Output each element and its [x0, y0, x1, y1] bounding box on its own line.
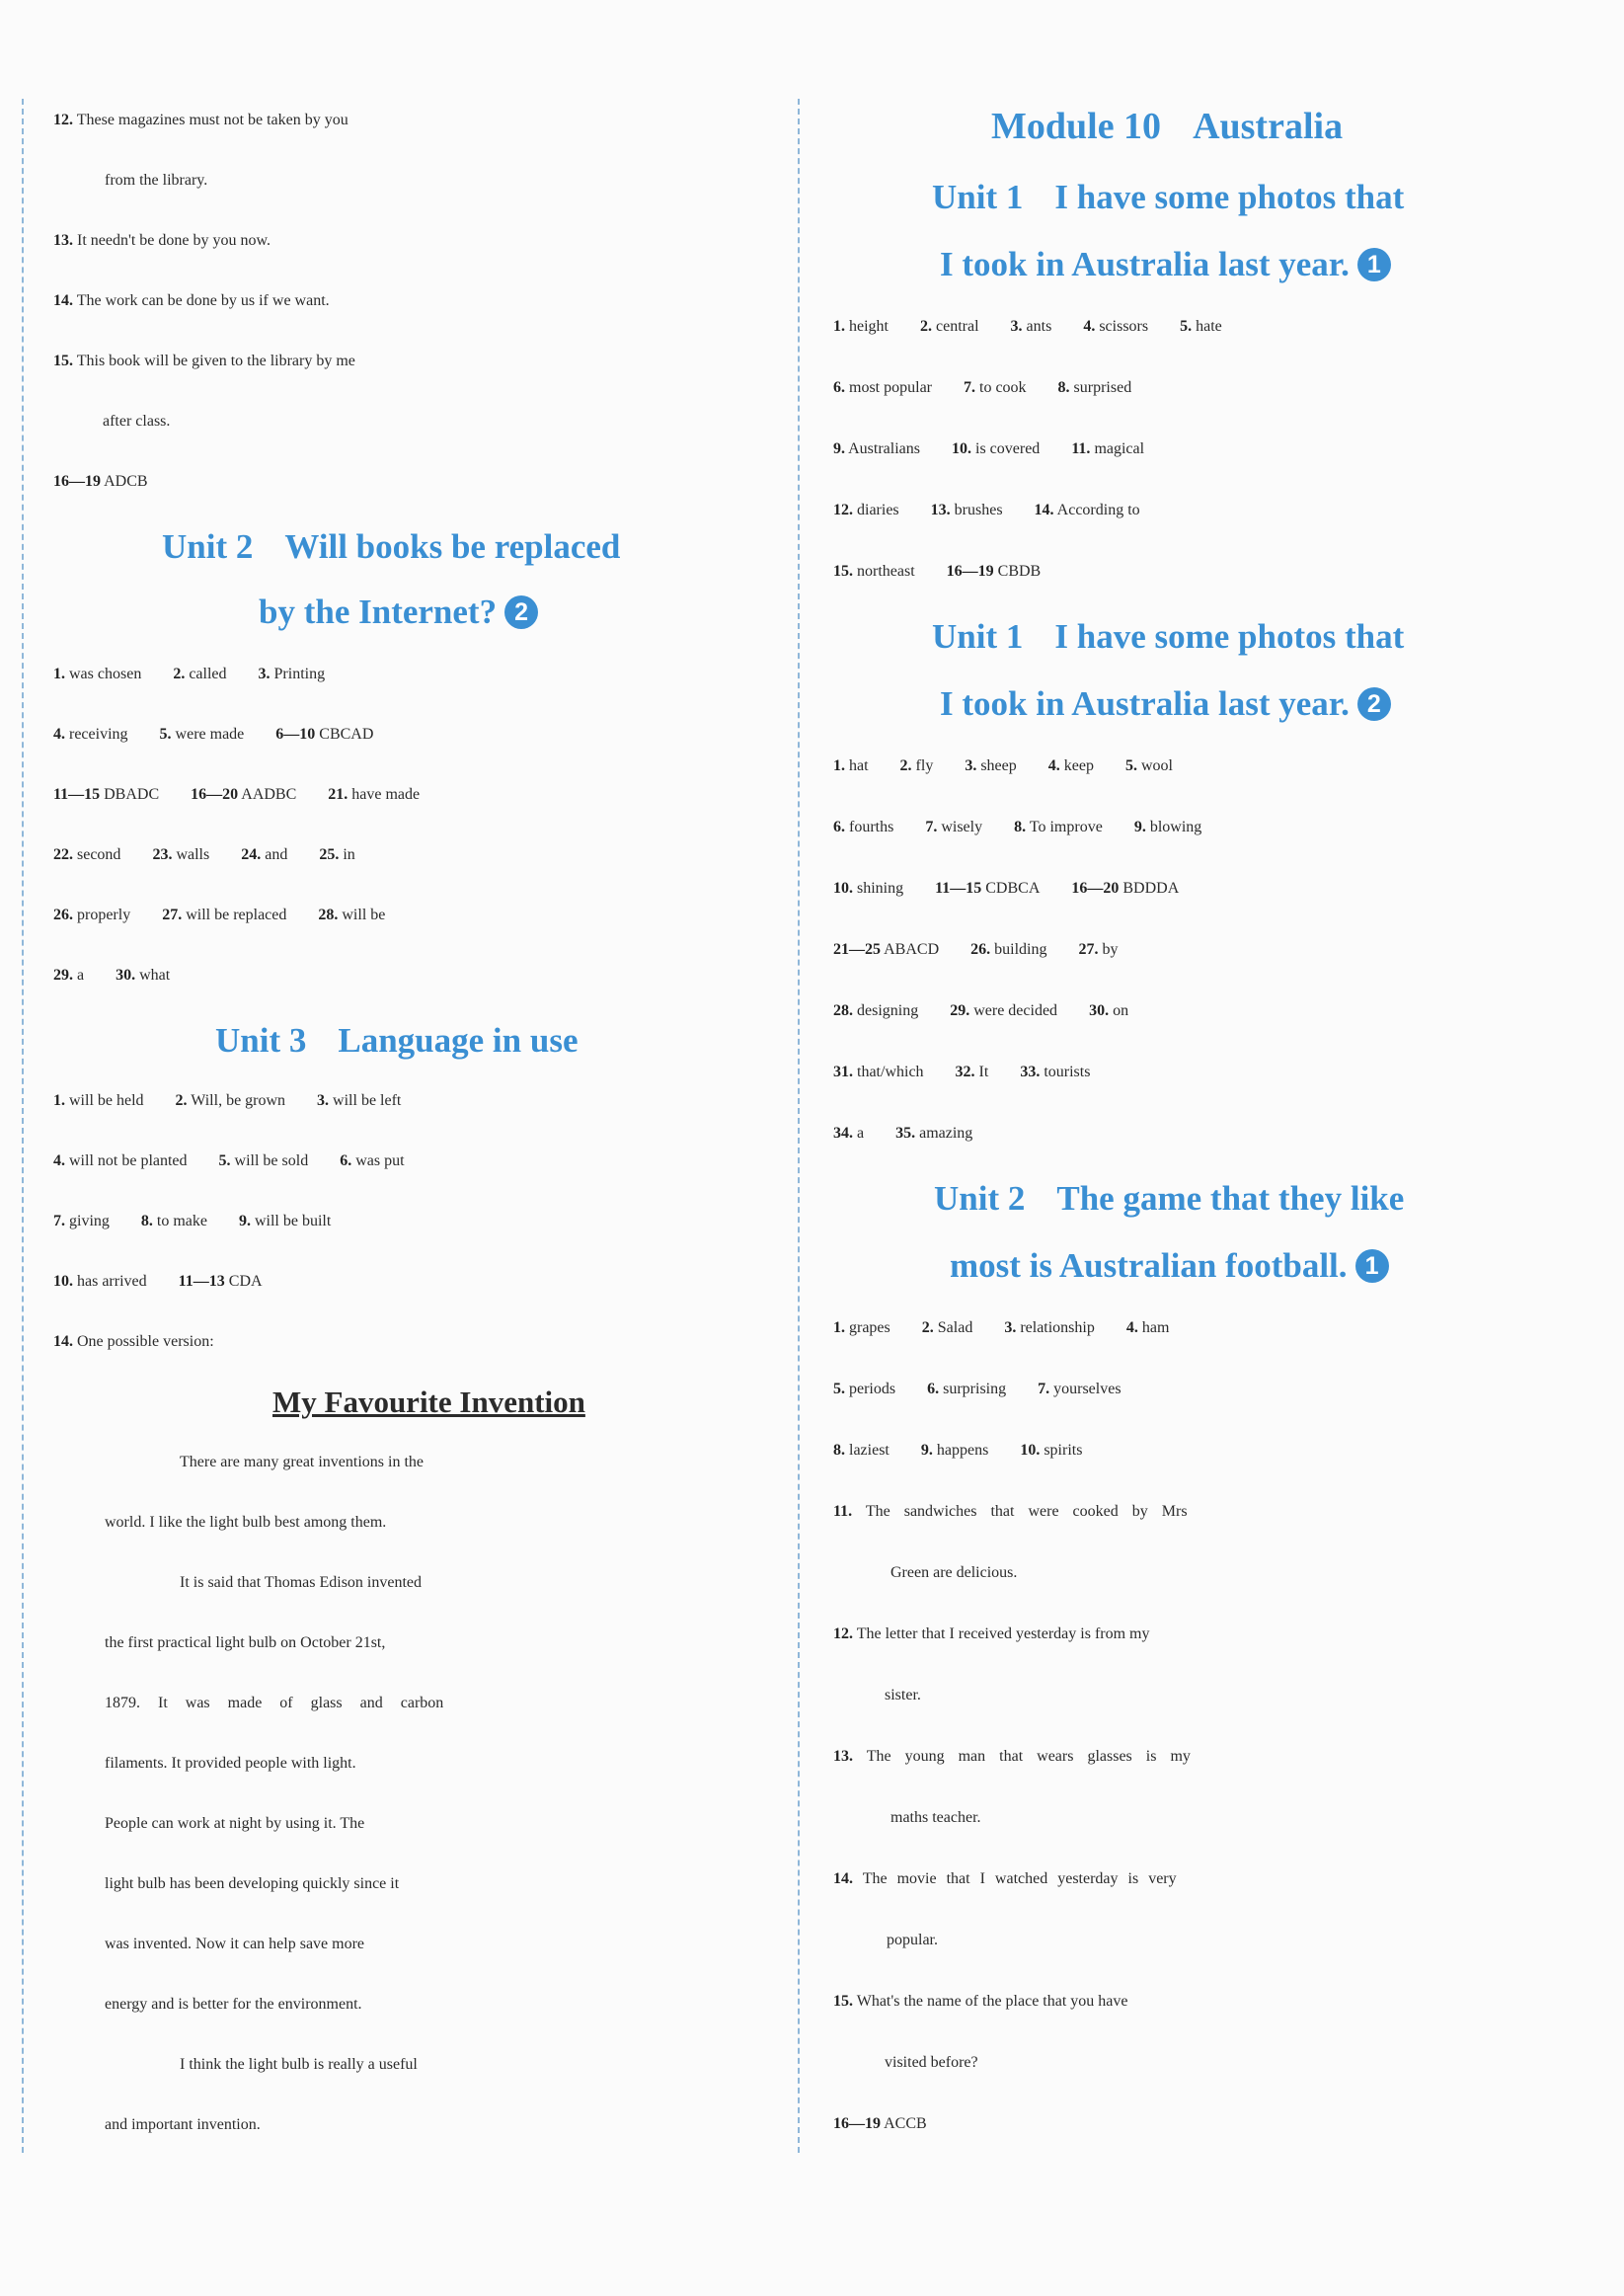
answer-row: 34. a 35. amazing: [833, 1125, 973, 1142]
essay-line: the first practical light bulb on October 21st,: [105, 1634, 386, 1651]
answer-row: 10. shining 11—15 CDBCA 16—20 BDDDA: [833, 880, 1180, 897]
essay-line: There are many great inventions in the: [180, 1454, 425, 1470]
unit-1-heading-line2: I took in Australia last year. 2: [940, 682, 1391, 726]
unit-1-heading: Unit 1 I have some photos that: [932, 617, 1405, 656]
answer-row: 12. diaries 13. brushes 14. According to: [833, 502, 1140, 518]
answer-line: 15. This book will be given to the library by me: [53, 353, 355, 369]
answer-row: 8. laziest 9. happens 10. spirits: [833, 1442, 1083, 1459]
answer-row: 22. second 23. walls 24. and 25. in: [53, 846, 355, 863]
answer-row: 21—25 ABACD 26. building 27. by: [833, 941, 1119, 958]
left-margin-dashed-line: [22, 99, 24, 2153]
unit-1-heading: Unit 1 I have some photos that: [932, 178, 1405, 216]
module-title: Module 10 Australia: [991, 106, 1344, 147]
section-number-badge: 1: [1355, 1249, 1389, 1283]
essay-line: I think the light bulb is really a useful: [180, 2056, 418, 2073]
answer-line: from the library.: [105, 172, 208, 189]
answer-line: visited before?: [885, 2054, 978, 2071]
unit-3-heading: Unit 3 Language in use: [215, 1021, 579, 1060]
answer-line: 16—19 ADCB: [53, 473, 148, 490]
essay-line: was invented. Now it can help save more: [105, 1936, 365, 1952]
answer-line: 13. It needn't be done by you now.: [53, 232, 271, 249]
section-number-badge: 2: [504, 595, 538, 629]
answer-line: after class.: [103, 413, 171, 430]
column-divider-dashed-line: [798, 99, 800, 2153]
essay-line: world. I like the light bulb best among them.: [105, 1514, 387, 1531]
unit-2-heading-line2: most is Australian football. 1: [950, 1244, 1389, 1288]
answer-line: 12. These magazines must not be taken by you: [53, 112, 348, 128]
answer-row: 1. will be held 2. Will, be grown 3. will be left: [53, 1092, 402, 1109]
essay-line: filaments. It provided people with light.: [105, 1755, 356, 1772]
unit-2-heading-line2: by the Internet? 2: [259, 591, 538, 634]
essay-line: It is said that Thomas Edison invented: [180, 1574, 423, 1591]
answer-line: 12. The letter that I received yesterday is from my: [833, 1625, 1150, 1642]
answer-row: 4. receiving 5. were made 6—10 CBCAD: [53, 726, 374, 743]
essay-line: People can work at night by using it. The: [105, 1815, 365, 1832]
answer-line: 16—19 ACCB: [833, 2115, 927, 2132]
answer-line: sister.: [885, 1687, 921, 1703]
answer-row: 14. One possible version:: [53, 1333, 214, 1350]
unit-2-heading: Unit 2 The game that they like: [934, 1179, 1405, 1218]
unit-1-heading-line2: I took in Australia last year. 1: [940, 243, 1391, 286]
answer-row: 26. properly 27. will be replaced 28. will be: [53, 907, 386, 923]
answer-row: 4. will not be planted 5. will be sold 6. was put: [53, 1152, 405, 1169]
essay-line: 1879. It was made of glass and carbon: [105, 1695, 444, 1711]
essay-line: light bulb has been developing quickly since it: [105, 1875, 400, 1892]
answer-row: 5. periods 6. surprising 7. yourselves: [833, 1381, 1121, 1397]
section-number-badge: 1: [1357, 248, 1391, 281]
answer-row: 31. that/which 32. It 33. tourists: [833, 1064, 1091, 1080]
answer-line: Green are delicious.: [890, 1564, 1018, 1581]
answer-row: 29. a 30. what: [53, 967, 171, 984]
answer-line: 14. The work can be done by us if we want.: [53, 292, 330, 309]
answer-row: 28. designing 29. were decided 30. on: [833, 1002, 1129, 1019]
essay-line: energy and is better for the environment.: [105, 1996, 362, 2013]
answer-row: 6. fourths 7. wisely 8. To improve 9. blowing: [833, 819, 1202, 835]
answer-line: 11. The sandwiches that were cooked by Mrs: [833, 1503, 1188, 1520]
essay-title: My Favourite Invention: [272, 1385, 585, 1419]
answer-row: 1. hat 2. fly 3. sheep 4. keep 5. wool: [833, 757, 1173, 774]
answer-line: 15. What's the name of the place that you have: [833, 1993, 1128, 2010]
answer-row: 11—15 DBADC 16—20 AADBC 21. have made: [53, 786, 421, 803]
answer-row: 10. has arrived 11—13 CDA: [53, 1273, 263, 1290]
answer-row: 6. most popular 7. to cook 8. surprised: [833, 379, 1132, 396]
answer-line: popular.: [887, 1932, 938, 1948]
unit-2-heading: Unit 2 Will books be replaced: [162, 527, 621, 566]
answer-row: 1. height 2. central 3. ants 4. scissors 5. hate: [833, 318, 1222, 335]
answer-line: 14. The movie that I watched yesterday is very: [833, 1870, 1177, 1887]
answer-line: maths teacher.: [890, 1809, 981, 1826]
answer-line: 13. The young man that wears glasses is my: [833, 1748, 1191, 1765]
answer-row: 7. giving 8. to make 9. will be built: [53, 1213, 332, 1229]
answer-row: 1. grapes 2. Salad 3. relationship 4. ham: [833, 1319, 1170, 1336]
answer-row: 15. northeast 16—19 CBDB: [833, 563, 1042, 580]
answer-row: 1. was chosen 2. called 3. Printing: [53, 666, 326, 682]
essay-line: and important invention.: [105, 2116, 261, 2133]
section-number-badge: 2: [1357, 687, 1391, 721]
answer-row: 9. Australians 10. is covered 11. magical: [833, 440, 1145, 457]
